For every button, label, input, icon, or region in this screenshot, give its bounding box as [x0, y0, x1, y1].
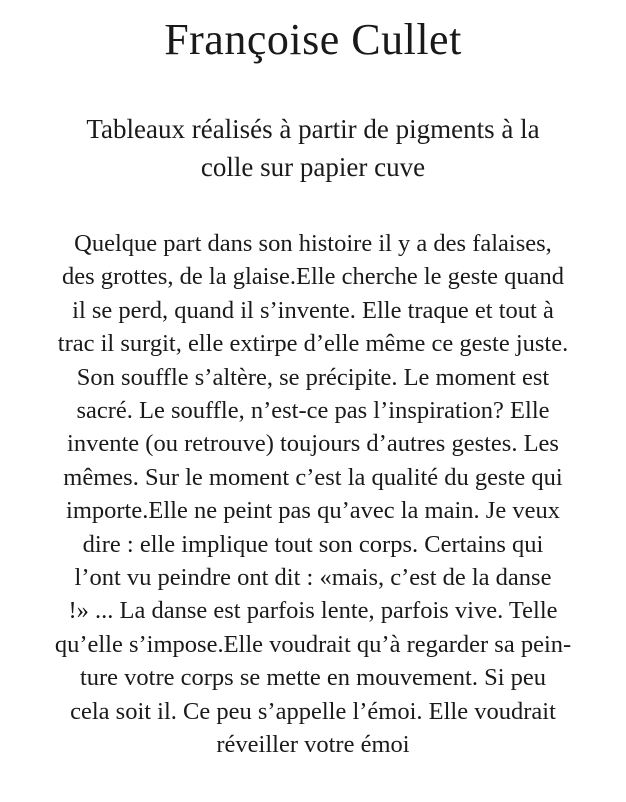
body-line: sacré. Le souffle, n’est-ce pas l’inspiration? Elle — [76, 397, 550, 425]
body-paragraph — [30, 227, 596, 762]
body-line: !» ... La danse est parfois lente, parfois vive. Telle — [68, 597, 558, 625]
page-title: Françoise Cullet — [164, 15, 462, 64]
body-line: des grottes, de la glaise.Elle cherche le geste quand — [61, 263, 565, 291]
subtitle — [20, 110, 606, 186]
body-line: importe.Elle ne peint pas qu’avec la main. Je veux — [66, 497, 560, 525]
body-line: trac il surgit, elle extirpe d’elle même ce geste juste. — [57, 330, 569, 358]
body-line: qu’elle s’impose.Elle voudrait qu’à regarder sa pein- — [54, 630, 572, 658]
body-line: invente (ou retrouve) toujours d’autres gestes. Les — [67, 430, 559, 458]
body-line: Quelque part dans son histoire il y a des falaises, — [74, 230, 552, 257]
body-line: réveiller votre émoi — [216, 731, 410, 759]
body-line: mêmes. Sur le moment c’est la qualité du geste qui — [63, 463, 563, 491]
body-line: l’ont vu peindre ont dit : «mais, c’est de la danse — [74, 564, 552, 592]
body-line: dire : elle implique tout son corps. Certains qui — [82, 530, 544, 558]
body-line: cela soit il. Ce peu s’appelle l’émoi. Elle voudrait — [70, 697, 556, 725]
subtitle-line: colle sur papier cuve — [200, 152, 426, 182]
body-line: il se perd, quand il s’invente. Elle traque et tout à — [72, 296, 554, 324]
body-line: ture votre corps se mette en mouvement. Si peu — [79, 664, 547, 692]
body-line: Son souffle s’altère, se précipite. Le moment est — [76, 363, 550, 391]
subtitle-line: Tableaux réalisés à partir de pigments à la — [86, 114, 540, 144]
